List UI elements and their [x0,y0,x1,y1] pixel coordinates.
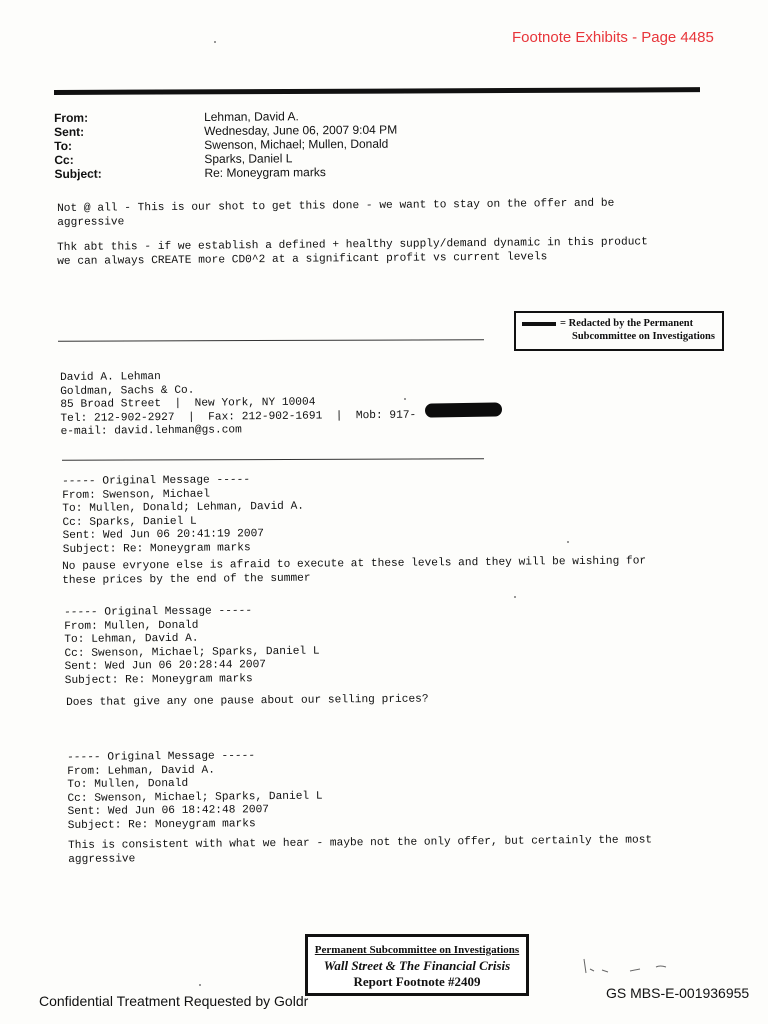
original-message-3-body: This is consistent with what we hear - maybe not the only offer, but certainly the most aggressive [68,834,653,866]
cc-value: Sparks, Daniel L [204,151,293,166]
confidential-notice: Confidential Treatment Requested by Goldr [39,993,309,1009]
stamp-line-1: Permanent Subcommittee on Investigations [314,944,520,956]
redaction-bar-sample [522,322,556,326]
header-dot [54,92,57,95]
bates-number: GS MBS-E-001936955 [606,985,750,1001]
header-rule [54,87,700,95]
redaction-legend-line-2: Subcommittee on Investigations [572,331,715,342]
to-value: Swenson, Michael; Mullen, Donald [204,136,389,152]
original-message-1-body: No pause evryone else is afraid to execute at these levels and they will be wishing for these prices by the end of the summer [62,555,647,587]
handwritten-mark [580,955,670,979]
exhibit-page-label: Footnote Exhibits - Page 4485 [512,29,714,46]
original-message-3-header: ----- Original Message ----- From: Lehman, David A. To: Mullen, Donald Cc: Swenson, Michael; Sparks, Daniel L Sent: Wed Jun 06 18:42:48 2007 Subject: Re: Moneygram marks [67,750,323,832]
from-value: Lehman, David A. [203,109,299,124]
signature-block: David A. Lehman Goldman, Sachs & Co. 85 Broad Street | New York, NY 10004 Tel: 212-902-2927 | Fax: 212-902-1691 | Mob: 917- e-mail: david.lehman@gs.com [60,371,417,438]
from-label: From: [54,110,89,125]
scan-speck [214,41,216,43]
redaction-legend-line-1: = Redacted by the Permanent [560,318,694,329]
to-label: To: [54,138,73,153]
scan-speck [199,984,201,986]
redaction-legend [514,311,724,351]
original-message-2-body: Does that give any one pause about our selling prices? [66,693,429,709]
stamp-line-3: Report Footnote #2409 [353,974,481,989]
scan-speck [567,541,569,543]
redacted-mobile-number [425,402,502,417]
body-paragraph-1: Not @ all - This is our shot to get this done - we want to stay on the offer and be aggressive [57,197,615,229]
subject-label: Subject: [54,166,102,181]
sent-label: Sent: [54,124,85,139]
cc-label: Cc: [54,152,74,167]
sent-value: Wednesday, June 06, 2007 9:04 PM [204,122,398,138]
original-message-2-header: ----- Original Message ----- From: Mullen, Donald To: Lehman, David A. Cc: Swenson, Michael; Sparks, Daniel L Sent: Wed Jun 06 20:28:44 2007 Subject: Re: Moneygram marks [64,605,320,687]
email-header [54,107,574,181]
body-paragraph-2: Thk abt this - if we establish a defined + healthy supply/demand dynamic in this product we can always CREATE more CD0^2 at a significant profit vs current levels [57,236,648,268]
subject-row [54,163,574,181]
original-message-1-header: ----- Original Message ----- From: Swenson, Michael To: Mullen, Donald; Lehman, David A. Cc: Sparks, Daniel L Sent: Wed Jun 06 20:41:19 2007 Subject: Re: Moneygram marks [62,474,305,556]
subject-value: Re: Moneygram marks [204,165,326,180]
signature-rule-top [58,339,484,341]
stamp-line-2: Wall Street & The Financial Crisis [323,958,511,973]
scan-speck [514,596,516,598]
footnote-stamp [305,934,529,996]
scan-speck [404,398,406,400]
signature-rule-bottom [62,458,484,460]
